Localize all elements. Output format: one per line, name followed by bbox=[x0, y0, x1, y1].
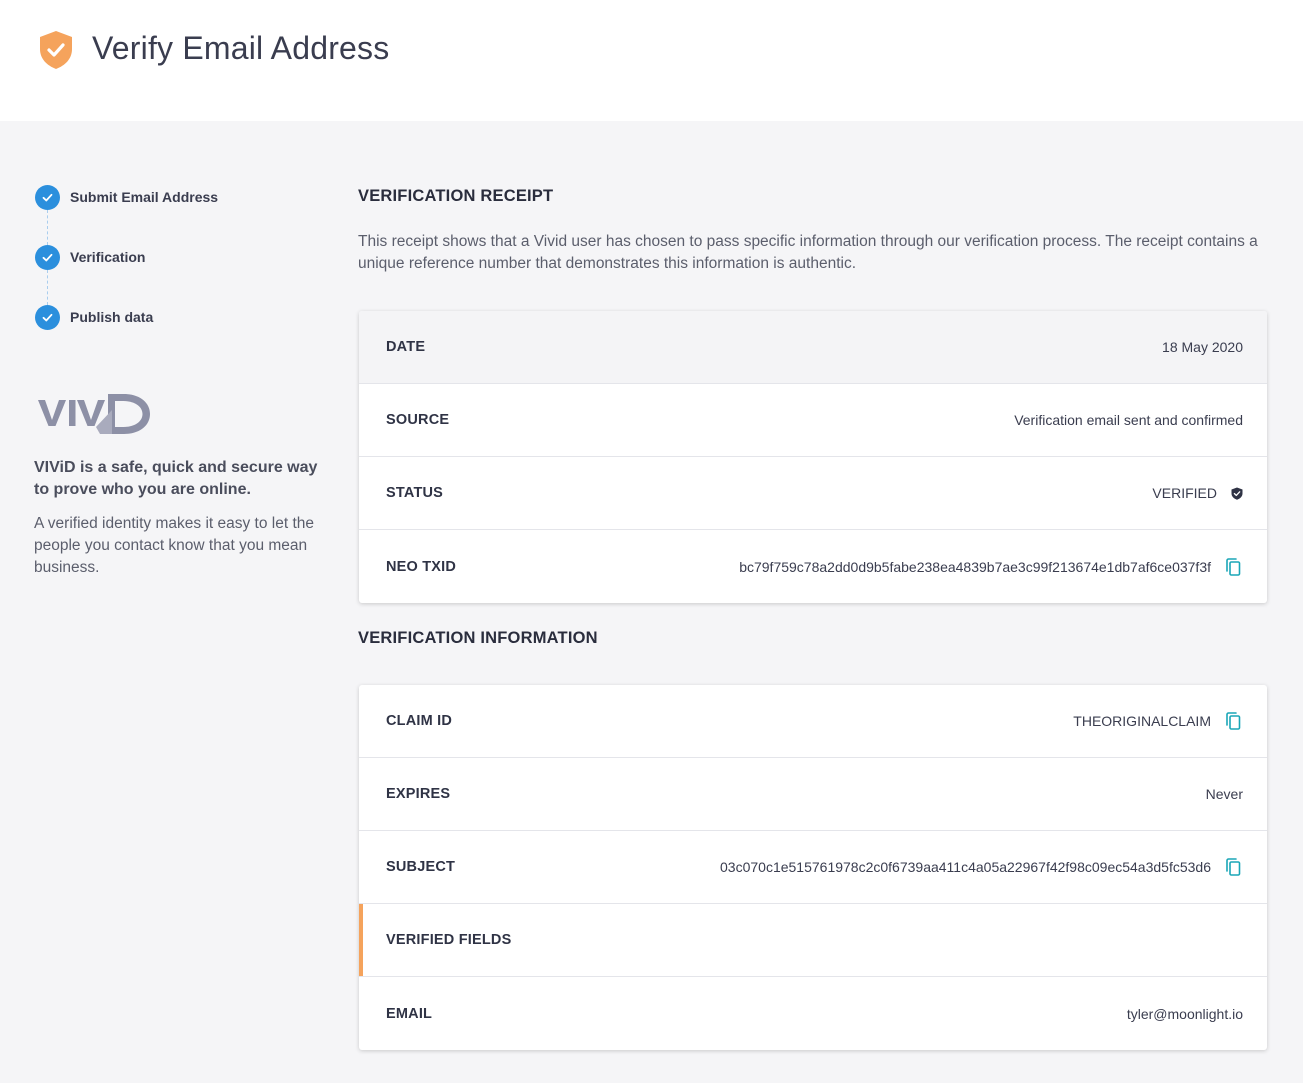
row-value: Verification email sent and confirmed bbox=[1014, 412, 1243, 428]
vivid-tagline: VIViD is a safe, quick and secure way to prove who you are online. bbox=[34, 459, 318, 498]
row-key: SOURCE bbox=[386, 412, 450, 428]
info-row-verified-fields bbox=[359, 904, 1267, 977]
receipt-row-source bbox=[359, 384, 1267, 457]
row-value: 18 May 2020 bbox=[1162, 339, 1243, 355]
row-value: THEORIGINALCLAIM bbox=[1073, 713, 1211, 729]
vivid-logo bbox=[38, 390, 154, 436]
copy-icon[interactable] bbox=[1223, 557, 1243, 577]
copy-icon[interactable] bbox=[1223, 857, 1243, 877]
row-key: SUBJECT bbox=[386, 859, 456, 875]
step-label: Verification bbox=[70, 249, 146, 265]
receipt-intro: This receipt shows that a Vivid user has chosen to pass specific information through our verification process. The receipt contains a unique reference number that demonstrates this information is authentic. bbox=[358, 233, 1258, 272]
check-icon bbox=[35, 305, 60, 330]
info-row-expires bbox=[359, 758, 1267, 831]
page-header bbox=[0, 0, 1303, 121]
info-row-subject bbox=[359, 831, 1267, 904]
step-submit-email bbox=[35, 185, 325, 211]
information-card bbox=[359, 685, 1267, 1050]
step-verification bbox=[35, 245, 325, 271]
check-icon bbox=[35, 245, 60, 270]
row-value: 03c070c1e515761978c2c0f6739aa411c4a05a22967f42f98c09ec54a3d5fc53d6 bbox=[720, 859, 1211, 875]
step-label: Submit Email Address bbox=[70, 189, 219, 205]
copy-icon[interactable] bbox=[1223, 711, 1243, 731]
row-key: VERIFIED FIELDS bbox=[386, 932, 512, 948]
information-title: VERIFICATION INFORMATION bbox=[358, 629, 598, 647]
row-value: bc79f759c78a2dd0d9b5fabe238ea4839b7ae3c99f213674e1db7af6ce037f3f bbox=[739, 558, 1211, 575]
row-value: tyler@moonlight.io bbox=[1126, 1005, 1243, 1022]
step-connector bbox=[47, 210, 48, 245]
info-row-email bbox=[359, 977, 1267, 1050]
check-icon bbox=[35, 185, 60, 210]
receipt-row-status bbox=[359, 457, 1267, 530]
vivid-blurb: A verified identity makes it easy to let the people you contact know that you mean business. bbox=[34, 515, 314, 576]
page-title: Verify Email Address bbox=[92, 30, 390, 66]
row-value: Never bbox=[1205, 786, 1243, 802]
row-key: NEO TXID bbox=[386, 558, 457, 575]
row-key: DATE bbox=[386, 339, 426, 355]
step-connector bbox=[47, 270, 48, 305]
row-key: EXPIRES bbox=[386, 786, 451, 802]
receipt-row-date bbox=[359, 311, 1267, 384]
status-value: VERIFIED bbox=[1152, 485, 1217, 501]
row-key: EMAIL bbox=[386, 1005, 433, 1022]
info-row-claim-id bbox=[359, 685, 1267, 758]
row-key: CLAIM ID bbox=[386, 713, 453, 729]
step-publish-data bbox=[35, 305, 325, 331]
row-key: STATUS bbox=[386, 485, 444, 501]
shield-check-icon bbox=[38, 30, 74, 70]
receipt-card bbox=[359, 311, 1267, 603]
receipt-row-neo-txid bbox=[359, 530, 1267, 603]
verified-shield-icon bbox=[1231, 487, 1243, 500]
step-label: Publish data bbox=[70, 309, 154, 325]
receipt-title: VERIFICATION RECEIPT bbox=[358, 187, 554, 205]
